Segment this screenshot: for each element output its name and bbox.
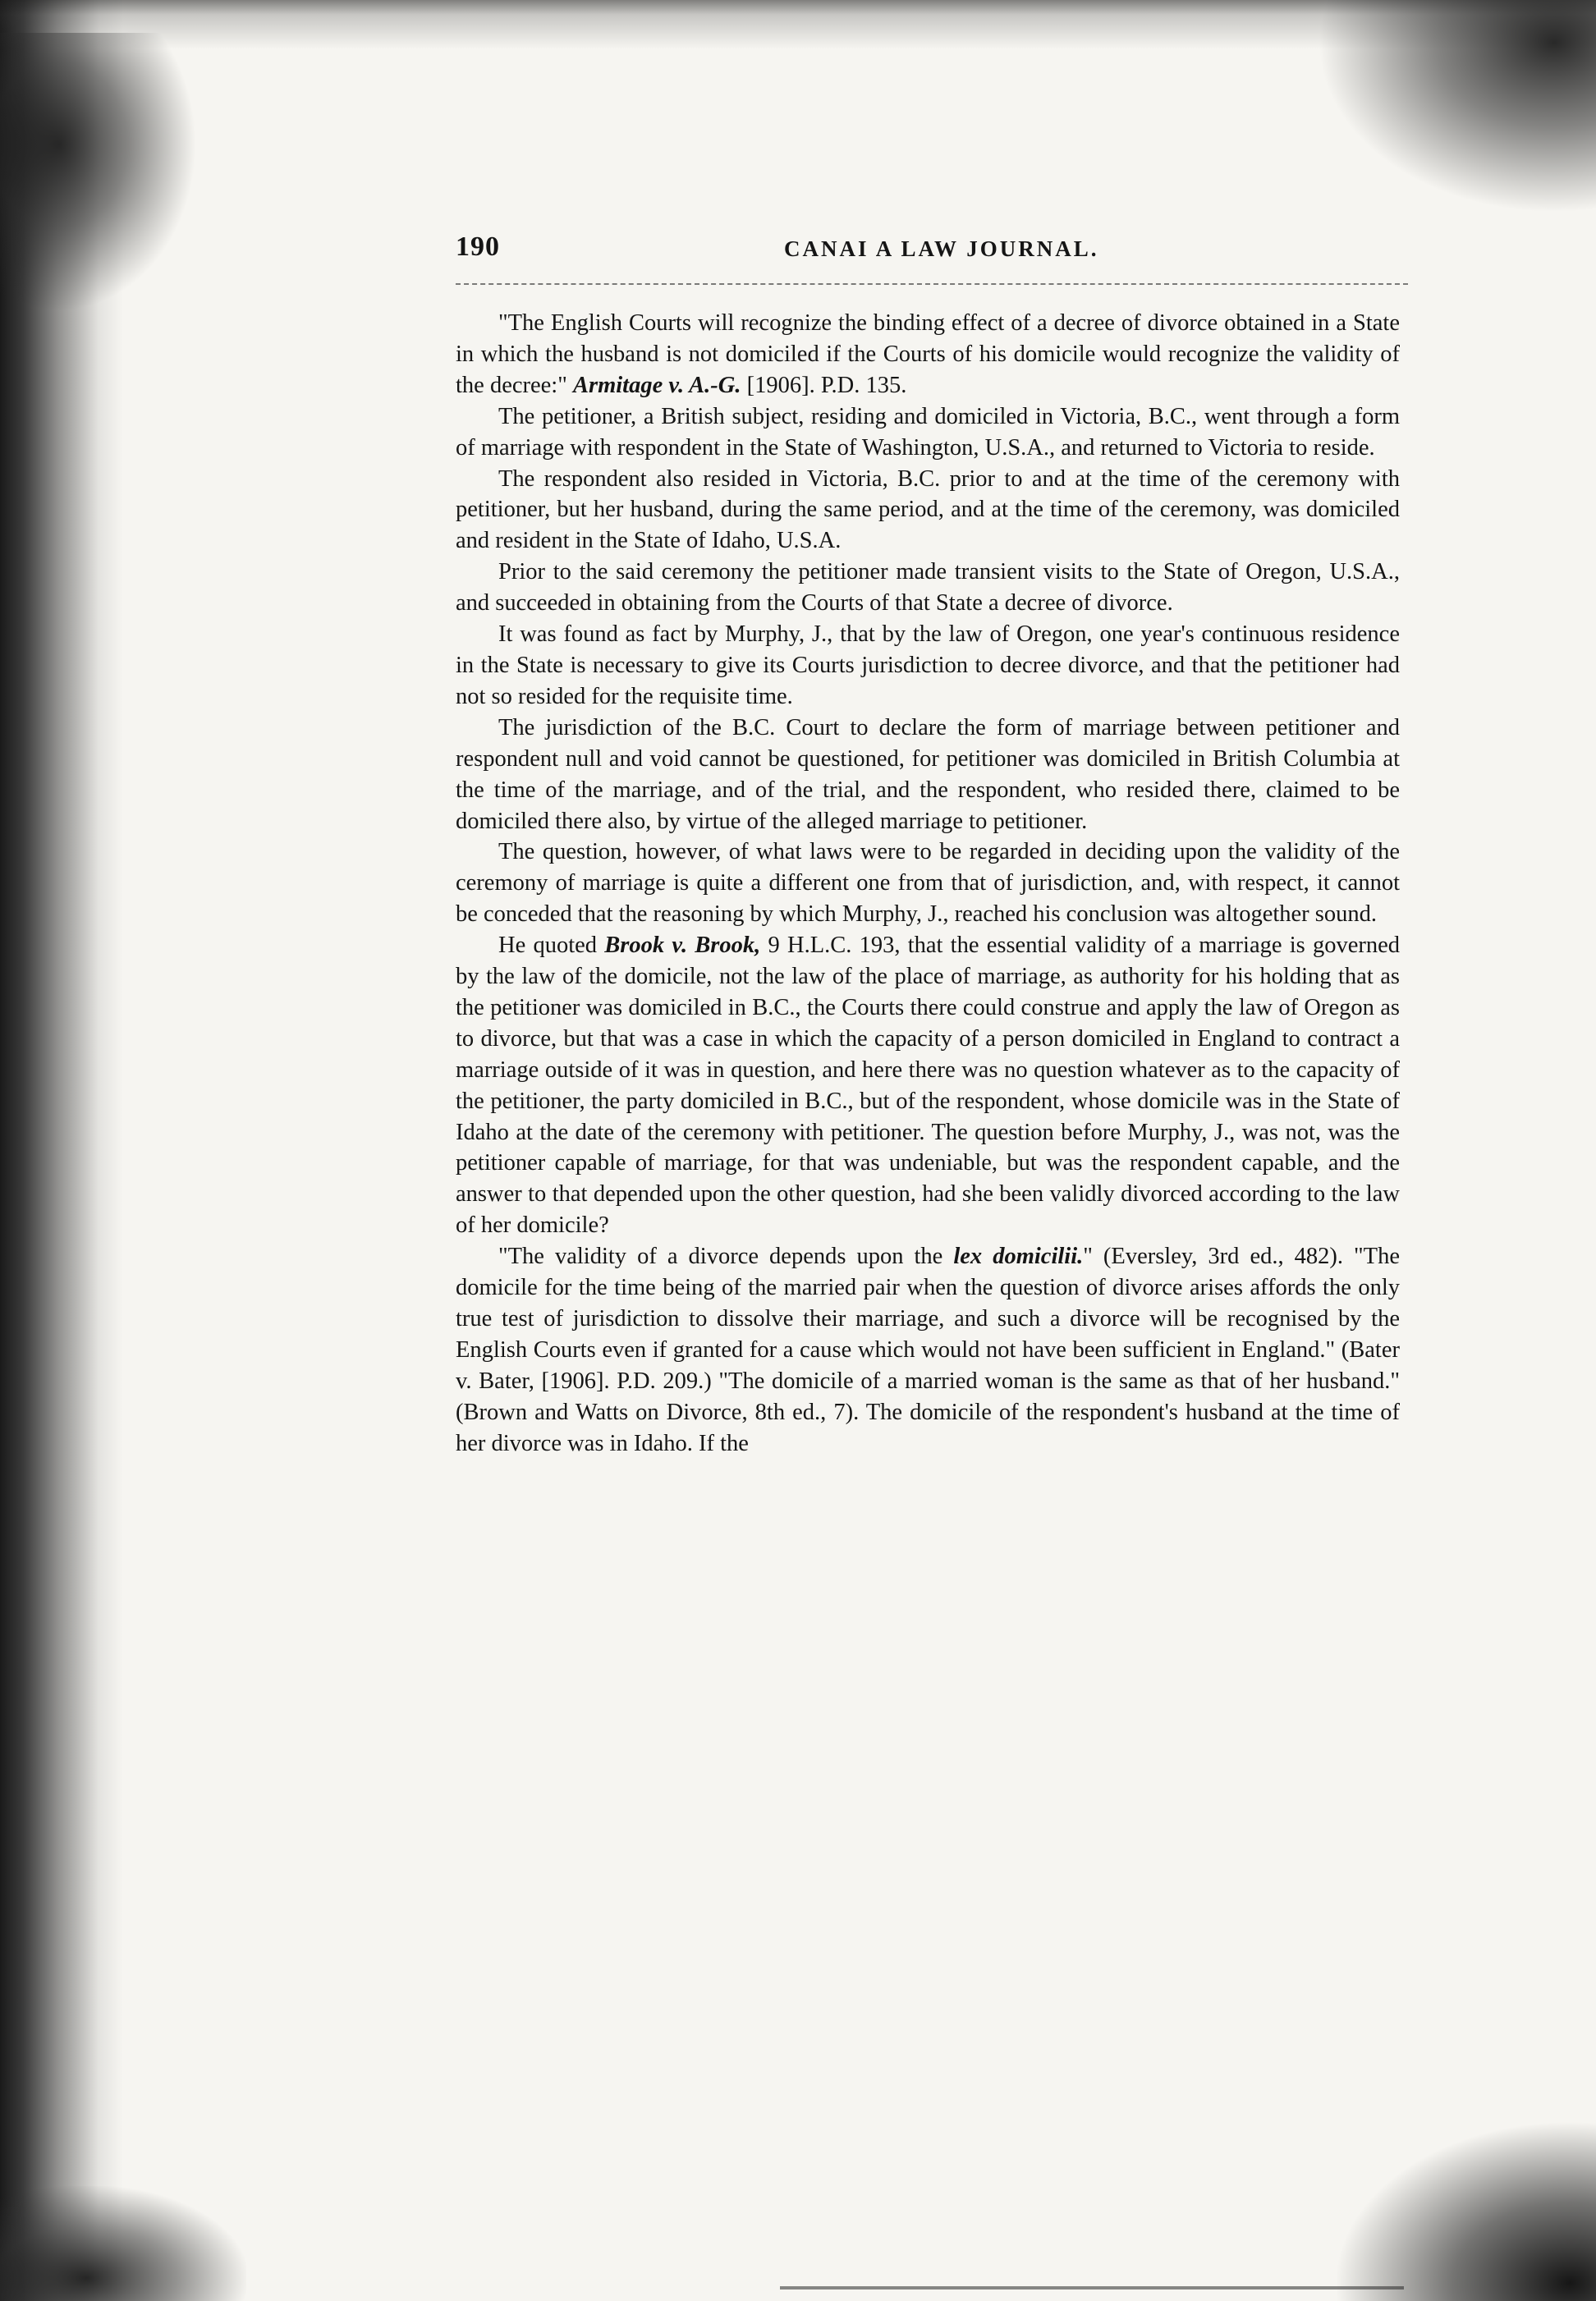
body-text — [456, 308, 1400, 1460]
paragraph: It was found as fact by Murphy, J., that by the law of Oregon, one year's continuous residence in the State is necessary to give its Courts jurisdiction to decree divorce, and that the petitioner had not so resided for the requisite time. — [456, 621, 1400, 709]
scan-border-left — [0, 0, 123, 2301]
scan-bottom-edge — [780, 2286, 1404, 2290]
case-citation: Armitage v. A.-G. — [572, 372, 741, 398]
paragraph: The respondent also resided in Victoria, B.C. prior to and at the time of the ceremony with petitioner, but her husband, during the same period, and at the time of the ceremony, was domiciled and resident in the State of Idaho, U.S.A. — [456, 465, 1400, 554]
scan-shadow-top-right — [1317, 0, 1596, 213]
scan-shadow-bottom-left — [0, 2186, 246, 2301]
latin-term: lex domicilii. — [953, 1244, 1084, 1270]
paragraph: "The validity of a divorce depends upon the lex domicilii." (Eversley, 3rd ed., 482). "The domicile for the time being of the married pair when the question of divorce arises affords the only true test of jurisdiction to dissolve their marriage, and such a divorce will be recognised by the English Courts even if granted for a cause which would not have been sufficient in England." (Bater v. Bater, [1906]. P.D. 209.) "The domicile of a married woman is the same as that of her husband." (Brown and Watts on Divorce, 8th ed., 7). The domicile of the respondent's husband at the time of her divorce was in Idaho. If the — [456, 1244, 1400, 1456]
paragraph: The petitioner, a British subject, residing and domiciled in Victoria, B.C., went through a form of marriage with respondent in the State of Washington, U.S.A., and returned to Victoria to reside. — [456, 403, 1400, 461]
case-citation: Brook v. Brook, — [604, 933, 761, 959]
scan-shadow-top-left — [0, 33, 197, 312]
header-rule — [456, 283, 1408, 285]
paragraph: The jurisdiction of the B.C. Court to declare the form of marriage between petitioner and respondent null and void cannot be questioned, for petitioner was domiciled in British Columbia at the time of the marriage, and of the trial, and the respondent, who resided there, claimed to be domiciled there also, by virtue of the alleged marriage to petitioner. — [456, 714, 1400, 834]
running-title: CANAI A LAW JOURNAL. — [784, 236, 1099, 261]
paragraph: He quoted Brook v. Brook, 9 H.L.C. 193, that the essential validity of a marriage is governed by the law of the domicile, not the law of the place of marriage, as authority for his holding that as the petitioner was domiciled in B.C., the Courts there could construe and apply the law of Oregon as to divorce, but that was a case in which the capacity of a person domiciled in England to contract a marriage outside of it was in question, and here there was no question whatever as to the capacity of the petitioner, the party domiciled in B.C., but of the respondent, whose domicile was in the State of Idaho at the date of the ceremony with petitioner. The question before Murphy, J., was not, was the petitioner capable of marriage, for that was undeniable, but was the respondent capable, and the answer to that depended upon the other question, had she been validly divorced according to the law of her domicile? — [456, 933, 1401, 1239]
page-number: 190 — [456, 231, 500, 262]
page-header — [456, 231, 1408, 281]
paragraph: Prior to the said ceremony the petitioner made transient visits to the State of Oregon, U.S.A., and succeeded in obtaining from the Courts of that State a decree of divorce. — [456, 559, 1400, 617]
paragraph: The question, however, of what laws were to be regarded in deciding upon the validity of the ceremony of marriage is quite a different one from that of jurisdiction, and, with respect, it cannot be conceded that the reasoning by which Murphy, J., reached his conclusion was altogether sound. — [456, 839, 1400, 928]
paragraph: "The English Courts will recognize the binding effect of a decree of divorce obtained in a State in which the husband is not domiciled if the Courts of his domicile would recognize the validity of the decree:" Armitage v. A.-G. [1906]. P.D. 135. — [456, 310, 1400, 398]
scan-shadow-bottom-right — [1333, 2120, 1596, 2301]
